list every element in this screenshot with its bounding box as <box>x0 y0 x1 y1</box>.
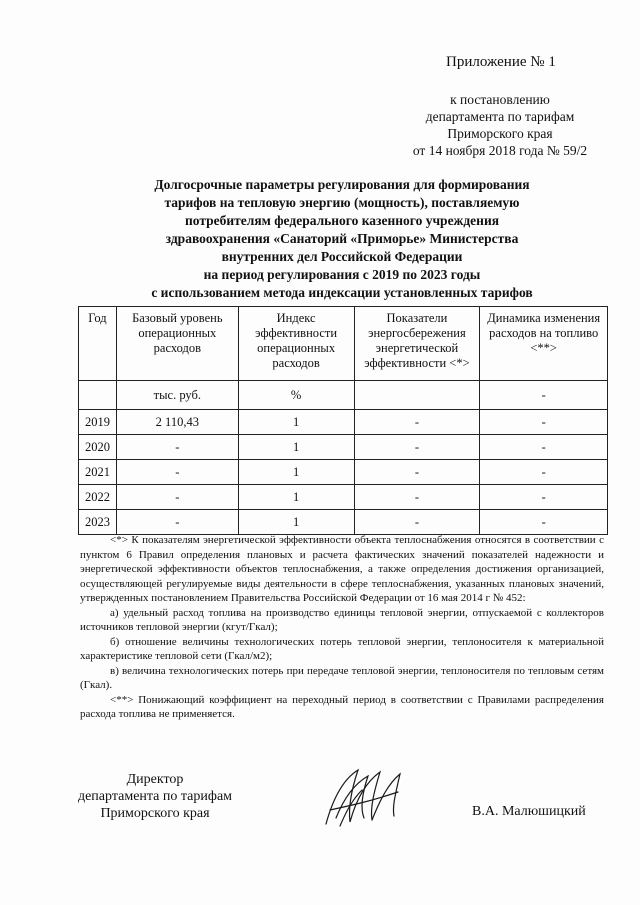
header-base-opex: Базовый уровень операционных расходов <box>116 307 238 381</box>
table-cell: 2023 <box>79 510 117 535</box>
document-title <box>118 176 566 302</box>
footnote-paragraph: <*> К показателям энергетической эффективности объекта теплоснабжения относятся в соответствии с пунктом 6 Правил определения плановых и расчета фактических значений показателей надежности и энергетической эффективности объектов теплоснабжения, а также определения достижения организацией, осуществляющей регулируемые виды деятельности в сфере теплоснабжения, указанных плановых значений, утвержденных постановлением Правительства Российской Федерации от 16 мая 2014 г № 452: <box>80 534 604 604</box>
footnote-paragraph: в) величина технологических потерь при передаче тепловой энергии, теплоносителя по тепловым сетям (Гкал). <box>80 664 604 691</box>
header-fuel-dynamics: Динамика изменения расходов на топливо <**> <box>480 307 608 381</box>
table-cell: - <box>354 460 480 485</box>
table-cell: - <box>354 485 480 510</box>
table-cell: % <box>238 381 354 410</box>
title-line: здравоохранения «Санаторий «Приморье» Министерства <box>165 231 519 246</box>
table-cell: 1 <box>238 510 354 535</box>
signatory-position <box>60 771 250 822</box>
table-cell: - <box>116 485 238 510</box>
handwritten-signature <box>318 762 408 832</box>
table-cell: - <box>116 510 238 535</box>
table-cell: - <box>116 460 238 485</box>
approval-line: Приморского края <box>447 126 553 141</box>
table-cell: - <box>480 510 608 535</box>
table-cell: - <box>354 510 480 535</box>
table-cell: 1 <box>238 435 354 460</box>
approval-line: от 14 ноября 2018 года № 59/2 <box>412 143 588 158</box>
table-row <box>79 460 608 485</box>
table-cell: 1 <box>238 410 354 435</box>
title-line: потребителям федерального казенного учреждения <box>184 213 500 228</box>
table-header-row <box>79 307 608 381</box>
units-row <box>79 381 608 410</box>
title-line: тарифов на тепловую энергию (мощность), поставляемую <box>164 195 520 210</box>
table-cell: - <box>354 435 480 460</box>
approval-line: к постановлению <box>450 92 550 107</box>
footnote-paragraph: б) отношение величины технологических потерь тепловой энергии, теплоносителя к материальной характеристике тепловой сети (Гкал/м2); <box>80 635 604 662</box>
table-cell: - <box>480 381 608 410</box>
position-line: департамента по тарифам <box>77 789 233 804</box>
table-cell: 1 <box>238 460 354 485</box>
table-cell: 2021 <box>79 460 117 485</box>
table-row <box>79 435 608 460</box>
table-cell: - <box>480 410 608 435</box>
table-cell: тыс. руб. <box>116 381 238 410</box>
footnotes <box>80 533 604 722</box>
table-row <box>79 410 608 435</box>
header-energy-saving: Показатели энергосбережения энергетической эффективности <*> <box>354 307 480 381</box>
table-cell: - <box>116 435 238 460</box>
title-line: Долгосрочные параметры регулирования для формирования <box>154 177 530 192</box>
table-cell: 1 <box>238 485 354 510</box>
footnote-paragraph: а) удельный расход топлива на производство единицы тепловой энергии, отпускаемой с коллекторов источников тепловой энергии (кгут/Гкал); <box>80 606 604 633</box>
table-cell: 2020 <box>79 435 117 460</box>
table-cell: - <box>354 410 480 435</box>
table-cell: - <box>480 460 608 485</box>
title-line: на период регулирования с 2019 по 2023 годы <box>203 267 481 282</box>
table-cell: 2019 <box>79 410 117 435</box>
table-cell: 2 110,43 <box>116 410 238 435</box>
title-line: внутренних дел Российской Федерации <box>221 249 463 264</box>
position-line: Приморского края <box>100 806 210 821</box>
header-efficiency-index: Индекс эффективности операционных расходов <box>238 307 354 381</box>
table-cell <box>79 381 117 410</box>
table-row <box>79 510 608 535</box>
table-row <box>79 485 608 510</box>
table-cell: - <box>480 435 608 460</box>
parameters-table <box>78 306 608 535</box>
footnote-paragraph: <**> Понижающий коэффициент на переходный период в соответствии с Правилами распределения расхода топлива не применяется. <box>80 693 604 720</box>
appendix-label: Приложение № 1 <box>446 54 556 70</box>
approval-block <box>400 91 600 159</box>
position-line: Директор <box>126 772 184 787</box>
table-cell: - <box>480 485 608 510</box>
header-year: Год <box>79 307 117 381</box>
table-cell <box>354 381 480 410</box>
approval-line: департамента по тарифам <box>425 109 575 124</box>
table-cell: 2022 <box>79 485 117 510</box>
signatory-name: В.А. Малюшицкий <box>472 804 586 819</box>
title-line: с использованием метода индексации установленных тарифов <box>151 285 533 300</box>
